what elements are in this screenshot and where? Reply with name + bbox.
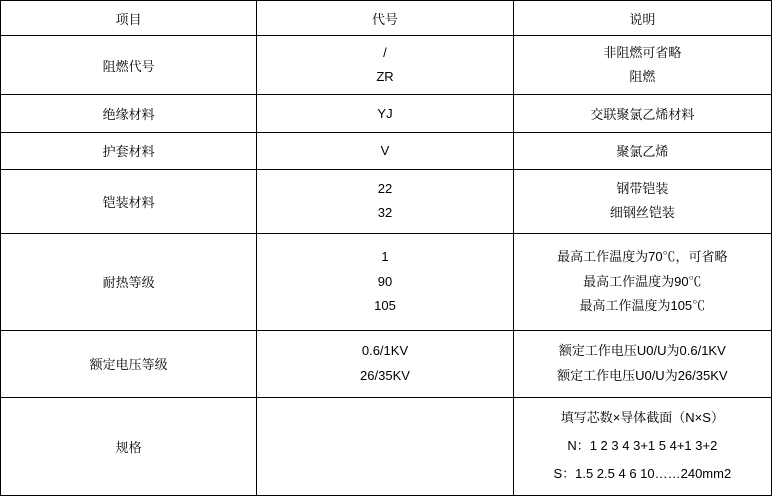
description-line: 钢带铠装 — [616, 180, 669, 196]
row-code-cell — [257, 170, 513, 234]
row-item-label: 额定电压等级 — [1, 330, 257, 397]
description-line: 填写芯数×导体截面（N×S） — [560, 410, 724, 426]
description-line: 最高工作温度为105℃ — [579, 298, 706, 314]
row-item-label: 绝缘材料 — [1, 95, 257, 132]
table-row — [1, 170, 772, 234]
code-line: 22 — [377, 180, 393, 196]
row-item-label: 阻燃代号 — [1, 36, 257, 95]
description-line: S：1.5 2.5 4 6 10……240mm2 — [553, 466, 732, 482]
description-line: 细钢丝铠装 — [609, 205, 675, 221]
description-line: 额定工作电压U0/U为0.6/1KV — [558, 343, 726, 359]
row-code-cell: YJ — [257, 95, 513, 132]
description-line: 阻燃 — [629, 69, 656, 85]
row-code-cell — [257, 397, 513, 495]
row-description-cell — [513, 36, 771, 95]
code-line: 105 — [374, 298, 396, 314]
row-code-cell — [257, 330, 513, 397]
description-line: 最高工作温度为70℃，可省略 — [557, 248, 728, 264]
description-line: 非阻燃可省略 — [603, 44, 682, 60]
code-line: ZR — [376, 69, 394, 85]
row-code-cell — [257, 233, 513, 330]
code-line: 1 — [381, 248, 389, 264]
table-row — [1, 330, 772, 397]
code-line: 26/35KV — [360, 367, 410, 383]
code-line: 90 — [377, 273, 393, 289]
code-line: 0.6/1KV — [361, 343, 409, 359]
row-item-label: 耐热等级 — [1, 233, 257, 330]
row-item-label: 铠装材料 — [1, 170, 257, 234]
code-line: 32 — [377, 205, 393, 221]
column-header-code: 代号 — [257, 1, 513, 36]
row-item-label: 规格 — [1, 397, 257, 495]
column-header-item: 项目 — [1, 1, 257, 36]
row-description-cell: 聚氯乙烯 — [513, 132, 771, 169]
row-code-cell — [257, 36, 513, 95]
row-item-label: 护套材料 — [1, 132, 257, 169]
code-line: / — [383, 44, 387, 60]
row-code-cell: V — [257, 132, 513, 169]
description-line: 最高工作温度为90℃ — [583, 273, 702, 289]
table-row — [1, 397, 772, 495]
row-description-cell — [513, 233, 771, 330]
description-line: N：1 2 3 4 3+1 5 4+1 3+2 — [567, 438, 718, 454]
column-header-description: 说明 — [513, 1, 771, 36]
table-row — [1, 95, 772, 132]
row-description-cell: 交联聚氯乙烯材料 — [513, 95, 771, 132]
table-row — [1, 233, 772, 330]
table-header-row — [1, 1, 772, 36]
row-description-cell — [513, 397, 771, 495]
row-description-cell — [513, 330, 771, 397]
row-description-cell — [513, 170, 771, 234]
table-row — [1, 132, 772, 169]
description-line: 额定工作电压U0/U为26/35KV — [557, 367, 728, 383]
table-row — [1, 36, 772, 95]
